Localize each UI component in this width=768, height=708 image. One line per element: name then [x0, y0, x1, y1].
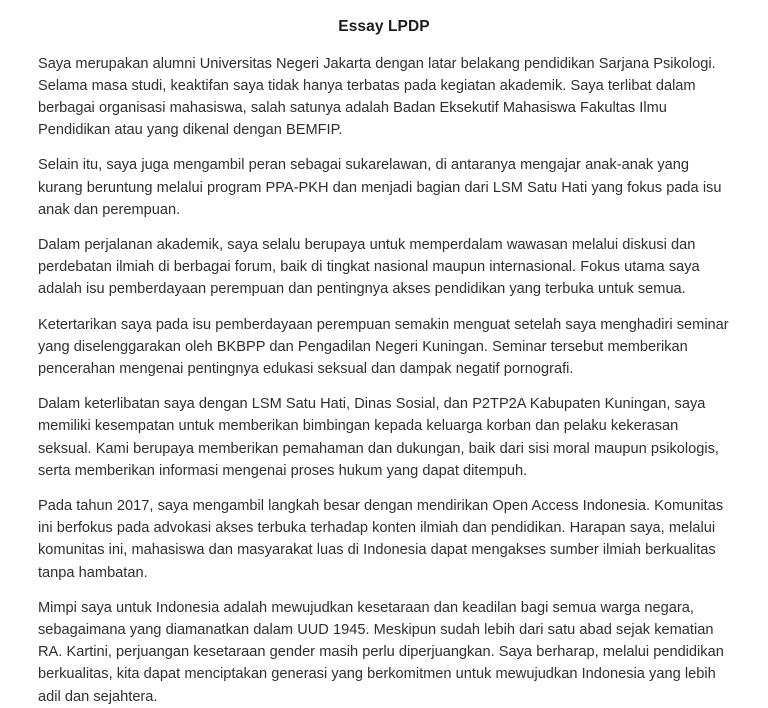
paragraph: Mimpi saya untuk Indonesia adalah mewujudkan kesetaraan dan keadilan bagi semua warga negara, sebagaimana yang diamanatkan dalam UUD 1945. Meskipun sudah lebih dari satu abad sejak kematian RA. Kartini, perjuangan kesetaraan gender masih perlu diperjuangkan. Saya berharap, melalui pendidikan berkualitas, kita dapat menciptakan generasi yang berkomitmen untuk mewujudkan Indonesia yang lebih adil dan sejahtera.	[38, 599, 724, 705]
paragraph: Saya merupakan alumni Universitas Negeri Jakarta dengan latar belakang pendidikan Sarjana Psikologi. Selama masa studi, keaktifan saya tidak hanya terbatas pada kegiatan akademik. Saya terlibat dalam berbagai organisasi mahasiswa, salah satunya adalah Badan Eksekutif Mahasiswa Fakultas Ilmu Pendidikan atau yang dikenal dengan BEMFIP.	[38, 55, 716, 139]
paragraph: Selain itu, saya juga mengambil peran sebagai sukarelawan, di antaranya mengajar anak-anak yang kurang beruntung melalui program PPA-PKH dan menjadi bagian dari LSM Satu Hati yang fokus pada isu anak dan perempuan.	[38, 157, 722, 218]
document-body	[38, 53, 730, 708]
page-title: Essay LPDP	[338, 18, 430, 35]
paragraph: Dalam perjalanan akademik, saya selalu berupaya untuk memperdalam wawasan melalui diskusi dan perdebatan ilmiah di berbagai forum, baik di tingkat nasional maupun internasional. Fokus utama saya adalah isu pemberdayaan perempuan dan pentingnya akses pendidikan yang terbuka untuk semua.	[38, 237, 700, 298]
paragraph: Ketertarikan saya pada isu pemberdayaan perempuan semakin menguat setelah saya menghadiri seminar yang diselenggarakan oleh BKBPP dan Pengadilan Negeri Kuningan. Seminar tersebut memberikan pencerahan mengenai pentingnya edukasi seksual dan dampak negatif pornografi.	[38, 316, 729, 378]
paragraph: Pada tahun 2017, saya mengambil langkah besar dengan mendirikan Open Access Indonesia. Komunitas ini berfokus pada advokasi akses terbuka terhadap konten ilmiah dan pendidikan. Harapan saya, melalui komunitas ini, mahasiswa dan masyarakat luas di Indonesia dapat mengakses sumber ilmiah berkualitas tanpa hambatan.	[38, 498, 724, 581]
paragraph: Dalam keterlibatan saya dengan LSM Satu Hati, Dinas Sosial, dan P2TP2A Kabupaten Kuningan, saya memiliki kesempatan untuk memberikan bimbingan kepada keluarga korban dan pelaku kekerasan seksual. Kami berupaya memberikan pemahaman dan dukungan, baik dari sisi moral maupun psikologis, serta memberikan informasi mengenai proses hukum yang dapat ditempuh.	[38, 396, 719, 479]
